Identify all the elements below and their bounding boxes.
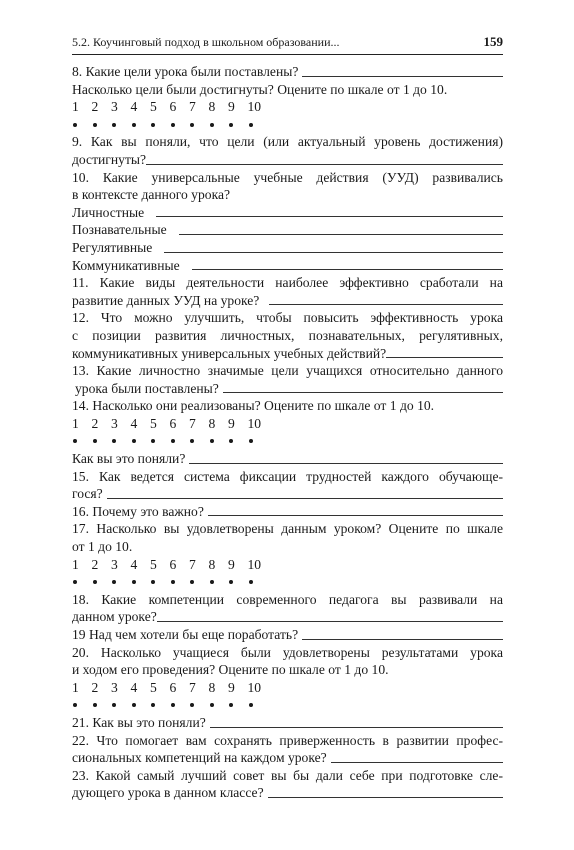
scale-dot[interactable] bbox=[150, 432, 170, 450]
answer-line[interactable] bbox=[268, 784, 503, 798]
answer-line[interactable] bbox=[192, 257, 503, 271]
scale-dot[interactable] bbox=[209, 696, 229, 714]
scale-number: 2 bbox=[91, 679, 99, 695]
answer-line[interactable] bbox=[302, 63, 503, 77]
scale-dot[interactable] bbox=[189, 696, 209, 714]
scale-number: 7 bbox=[189, 415, 196, 431]
scale-dot[interactable] bbox=[131, 696, 151, 714]
scale-dot[interactable] bbox=[209, 573, 229, 591]
scale-dot[interactable] bbox=[72, 432, 92, 450]
scale-dot[interactable] bbox=[72, 573, 92, 591]
scale-dot[interactable] bbox=[189, 116, 209, 134]
question-11: 11. Какие виды деятельности наиболее эффективно сработали на bbox=[72, 275, 503, 291]
scale-dot[interactable] bbox=[92, 116, 112, 134]
question-17: 17. Насколько вы удовлетворены данным уроком? Оцените по шкале bbox=[72, 521, 503, 537]
scale-dot[interactable] bbox=[92, 573, 112, 591]
answer-line[interactable] bbox=[107, 485, 503, 499]
question-12: 12. Что можно улучшить, чтобы повысить эффективность урока bbox=[72, 310, 503, 326]
answer-line[interactable] bbox=[331, 749, 503, 763]
question-23: 23. Какой самый лучший совет вы бы дали себе при подготовке сле- bbox=[72, 767, 503, 783]
scale-dot[interactable] bbox=[111, 573, 131, 591]
scale-dot[interactable] bbox=[189, 432, 209, 450]
scale-number: 8 bbox=[208, 679, 216, 695]
answer-line[interactable] bbox=[302, 626, 503, 640]
question-18: 18. Какие компетенции современного педагога вы развивали на bbox=[72, 591, 503, 607]
scale-number: 10 bbox=[247, 679, 262, 695]
question-8-rating: Насколько цели были достигнуты? Оцените по шкале от 1 до 10. bbox=[72, 81, 448, 97]
scale-dot[interactable] bbox=[92, 696, 112, 714]
scale-dot[interactable] bbox=[111, 696, 131, 714]
scale-dot[interactable] bbox=[150, 116, 170, 134]
scale-number: 5 bbox=[150, 415, 157, 431]
scale-number: 8 bbox=[208, 556, 216, 572]
scale-number: 7 bbox=[189, 99, 196, 115]
scale-number: 3 bbox=[111, 99, 118, 115]
scale-number: 8 bbox=[208, 99, 216, 115]
question-22: 22. Что помогает вам сохранять приверженность в развитии профес- bbox=[72, 732, 503, 748]
rating-scale-numbers bbox=[72, 98, 503, 116]
scale-dot[interactable] bbox=[228, 116, 248, 134]
scale-dot[interactable] bbox=[170, 116, 190, 134]
rating-scale-dots[interactable] bbox=[72, 432, 503, 450]
scale-number: 4 bbox=[130, 415, 138, 431]
question-10: 10. Какие универсальные учебные действия (УУД) развивались bbox=[72, 169, 503, 185]
question-20: 20. Насколько учащиеся были удовлетворены результатами урока bbox=[72, 644, 503, 660]
scale-dot[interactable] bbox=[131, 573, 151, 591]
rating-scale-numbers bbox=[72, 415, 503, 433]
answer-line[interactable] bbox=[210, 714, 503, 728]
answer-line[interactable] bbox=[223, 380, 503, 394]
question-9: 9. Как вы поняли, что цели (или актуальный уровень достижения) bbox=[72, 134, 503, 150]
question-16: 16. Почему это важно? bbox=[72, 503, 503, 521]
scale-dot[interactable] bbox=[150, 573, 170, 591]
uud-regulatory: Регулятивные bbox=[72, 239, 503, 257]
scale-number: 1 bbox=[72, 415, 79, 431]
scale-dot[interactable] bbox=[72, 696, 92, 714]
question-21: 21. Как вы это поняли? bbox=[72, 714, 503, 732]
question-13: 13. Какие личностно значимые цели учащихся относительно данного bbox=[72, 363, 503, 379]
uud-personal: Личностные bbox=[72, 204, 503, 222]
scale-number: 2 bbox=[91, 556, 99, 572]
rating-scale-dots[interactable] bbox=[72, 116, 503, 134]
scale-number: 5 bbox=[150, 679, 157, 695]
scale-number: 1 bbox=[72, 99, 79, 115]
scale-dot[interactable] bbox=[111, 432, 131, 450]
scale-number: 6 bbox=[169, 99, 177, 115]
scale-number: 2 bbox=[91, 415, 99, 431]
question-14: 14. Насколько они реализованы? Оцените по шкале от 1 до 10. bbox=[72, 398, 435, 414]
scale-number: 4 bbox=[130, 556, 138, 572]
header-title: 5.2. Коучинговый подход в школьном образовании... bbox=[72, 35, 340, 49]
scale-number: 10 bbox=[247, 415, 262, 431]
scale-number: 5 bbox=[150, 99, 157, 115]
answer-line[interactable] bbox=[386, 345, 503, 359]
scale-number: 7 bbox=[189, 556, 196, 572]
scale-dot[interactable] bbox=[189, 573, 209, 591]
scale-dot[interactable] bbox=[248, 696, 268, 714]
scale-number: 6 bbox=[169, 415, 177, 431]
scale-number: 5 bbox=[150, 556, 157, 572]
answer-line[interactable] bbox=[179, 221, 503, 235]
scale-number: 6 bbox=[169, 556, 177, 572]
scale-dot[interactable] bbox=[111, 116, 131, 134]
scale-dot[interactable] bbox=[248, 116, 268, 134]
scale-dot[interactable] bbox=[131, 432, 151, 450]
rating-scale-dots[interactable] bbox=[72, 573, 503, 591]
scale-dot[interactable] bbox=[72, 116, 92, 134]
scale-number: 6 bbox=[169, 679, 177, 695]
scale-number: 8 bbox=[208, 415, 216, 431]
scale-number: 2 bbox=[91, 99, 99, 115]
answer-line[interactable] bbox=[156, 204, 503, 218]
questionnaire: 8. Какие цели урока были поставлены? Насколько цели были достигнуты? Оцените по шкале от 1 до 10. 1 2 3 4 5 6 7 8 9 10 9. Как вы поняли, что цели (или актуальный уровень достижения) достигнуты? 10. Какие универсальные учебные действия (УУД) развивались в контексте данного урока? Личностные Познавательные Регулятивные Коммуникативные 11. Какие виды деятельности наиболее эффективно сработали на развитие данных УУД на уроке? 12. Что можно улучшить, чтобы повысить эффективность урока с позиции развития личностных, познавательных, регулятивных, коммуникативных универсальных учебных действий? 13. Какие личностно значимые цели учащихся относительно данного урока были поставлены? 14. Насколько они реализованы? Оцените по шкале от 1 до 10. 1 2 3 4 5 6 7 8 9 10 Как вы это поняли? 15. Как ведется система фиксации трудностей каждого обучающе- гося? 16. Почему это важно? 17. Насколько вы удовлетворены данным уроком? Оцените по шкале от 1 до 10. 1 2 3 4 5 6 7 8 9 10 18. Какие компетенции современного педагога вы развивали на данном уроке? 19 Над чем хотели бы еще поработать? 20. Насколько учащиеся были удовлетворены результатами урока и ходом его проведения? Оцените по шкале от 1 до 10. 1 2 3 4 5 6 7 8 9 10 21. Как вы это поняли? 22. Что помогает вам сохранять приверженность в развитии профес- сиональных компетенций на каждом уроке? 23. Какой самый лучший совет вы бы дали себе при подготовке сле- дующего урока в данном классе? bbox=[72, 64, 503, 801]
answer-line[interactable] bbox=[164, 239, 503, 253]
scale-number: 9 bbox=[228, 99, 235, 115]
rating-scale-dots[interactable] bbox=[72, 696, 503, 714]
scale-number: 1 bbox=[72, 556, 79, 572]
scale-dot[interactable] bbox=[150, 696, 170, 714]
scale-number: 3 bbox=[111, 556, 118, 572]
uud-communicative: Коммуникативные bbox=[72, 257, 503, 275]
answer-line[interactable] bbox=[208, 503, 503, 517]
scale-number: 9 bbox=[228, 679, 235, 695]
scale-number: 9 bbox=[228, 556, 235, 572]
scale-dot[interactable] bbox=[209, 432, 229, 450]
scale-number: 10 bbox=[247, 99, 262, 115]
answer-line[interactable] bbox=[146, 151, 503, 165]
answer-line[interactable] bbox=[157, 608, 503, 622]
scale-number: 7 bbox=[189, 679, 196, 695]
question-8: 8. Какие цели урока были поставлены? bbox=[72, 63, 503, 81]
page bbox=[72, 34, 503, 802]
rating-scale-numbers bbox=[72, 556, 503, 574]
answer-line[interactable] bbox=[189, 450, 503, 464]
running-header bbox=[72, 34, 503, 55]
scale-dot[interactable] bbox=[228, 573, 248, 591]
scale-number: 10 bbox=[247, 556, 262, 572]
scale-dot[interactable] bbox=[209, 116, 229, 134]
scale-dot[interactable] bbox=[131, 116, 151, 134]
question-19: 19 Над чем хотели бы еще поработать? bbox=[72, 626, 503, 644]
scale-dot[interactable] bbox=[248, 432, 268, 450]
scale-dot[interactable] bbox=[228, 696, 248, 714]
scale-dot[interactable] bbox=[92, 432, 112, 450]
scale-dot[interactable] bbox=[228, 432, 248, 450]
rating-scale-numbers bbox=[72, 679, 503, 697]
scale-number: 3 bbox=[111, 415, 118, 431]
scale-dot[interactable] bbox=[248, 573, 268, 591]
page-number: 159 bbox=[483, 34, 503, 49]
answer-line[interactable] bbox=[269, 292, 503, 306]
scale-dot[interactable] bbox=[170, 696, 190, 714]
scale-dot[interactable] bbox=[170, 432, 190, 450]
scale-dot[interactable] bbox=[170, 573, 190, 591]
uud-cognitive: Познавательные bbox=[72, 221, 503, 239]
scale-number: 3 bbox=[111, 679, 118, 695]
scale-number: 1 bbox=[72, 679, 79, 695]
scale-number: 9 bbox=[228, 415, 235, 431]
question-15: 15. Как ведется система фиксации трудностей каждого обучающе- bbox=[72, 468, 503, 484]
scale-number: 4 bbox=[130, 99, 138, 115]
scale-number: 4 bbox=[130, 679, 138, 695]
